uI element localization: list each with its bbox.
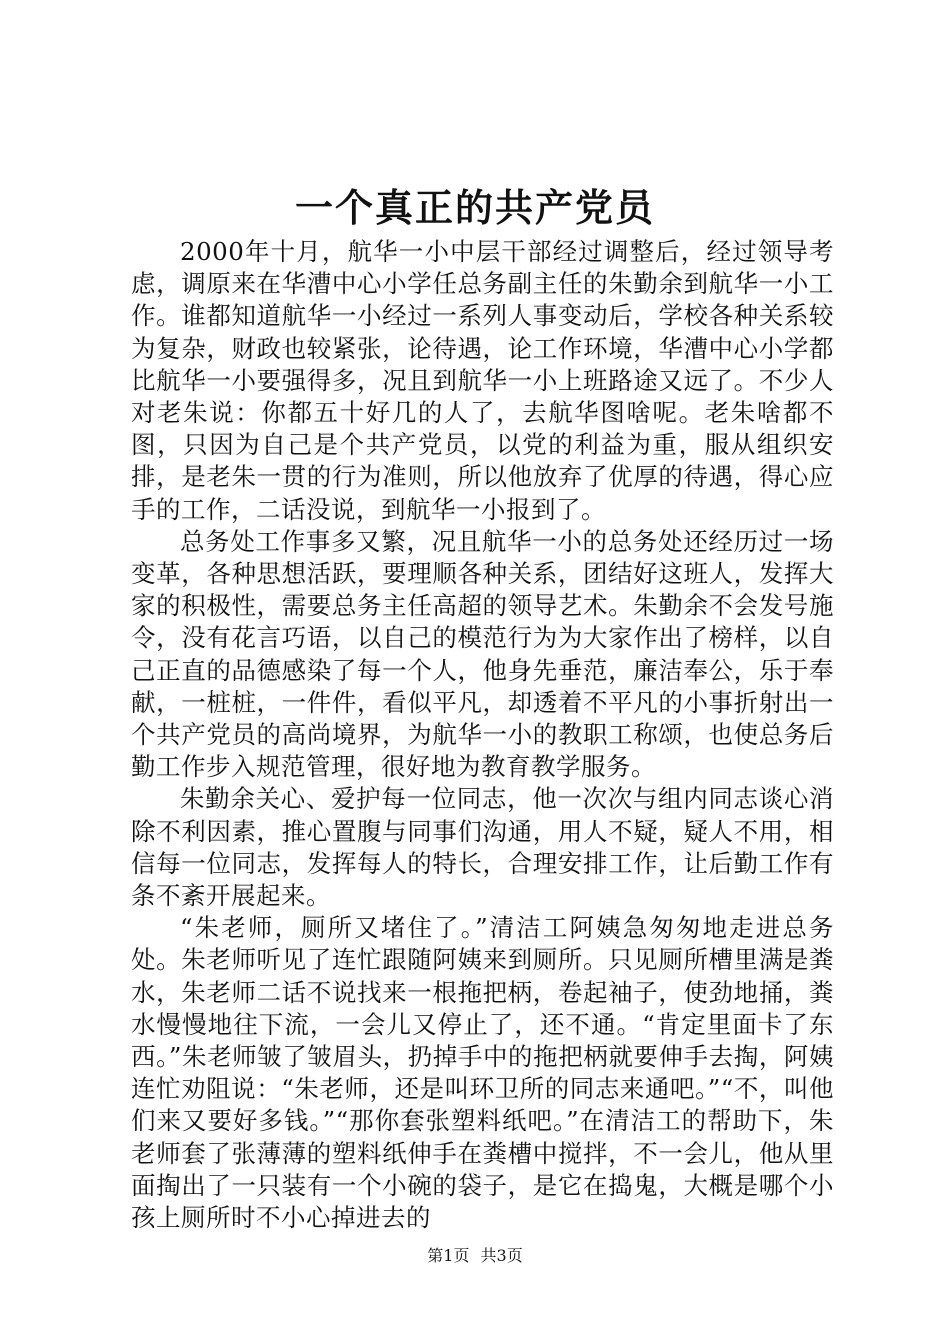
page-number-footer: 第1页 共3页 [427, 1246, 523, 1265]
paragraph-3: 朱勤余关心、爱护每一位同志，他一次次与组内同志谈心消除不利因素，推心置腹与同事们沟通，用人不疑，疑人不用，相信每一位同志，发挥每人的特长，合理安排工作，让后勤工作有条不紊开展起来。 [131, 784, 834, 911]
document-body [131, 236, 834, 1234]
paragraph-2: 总务处工作事多又繁，况且航华一小的总务处还经历过一场变革，各种思想活跃，要理顺各种关系，团结好这班人，发挥大家的积极性，需要总务主任高超的领导艺术。朱勤余不会发号施令，没有花言巧语，以自己的模范行为为大家作出了榜样，以自己正直的品德感染了每一个人，他身先垂范，廉洁奉公，乐于奉献，一桩桩，一件件，看似平凡，却透着不平凡的小事折射出一个共产党员的高尚境界，为航华一小的教职工称颂，也使总务后勤工作步入规范管理，很好地为教育教学服务。 [131, 526, 834, 782]
paragraph-4: “朱老师，厕所又堵住了。”清洁工阿姨急匆匆地走进总务处。朱老师听见了连忙跟随阿姨来到厕所。只见厕所槽里满是粪水，朱老师二话不说找来一根拖把柄，卷起袖子，使劲地捅，粪水慢慢地往下流，一会儿又停止了，还不通。“肯定里面卡了东西。”朱老师皱了皱眉头，扔掉手中的拖把柄就要伸手去掏，阿姨连忙劝阻说：“朱老师，还是叫环卫所的同志来通吧。”“不，叫他们来又要好多钱。”“那你套张塑料纸吧。”在清洁工的帮助下，朱老师套了张薄薄的塑料纸伸手在粪槽中搅拌，不一会儿，他从里面掏出了一只装有一个小碗的袋子，是它在捣鬼，大概是哪个小孩上厕所时不小心掉进去的 [131, 913, 834, 1233]
paragraph-1: 2000年十月，航华一小中层干部经过调整后，经过领导考虑，调原来在华漕中心小学任总务副主任的朱勤余到航华一小工作。谁都知道航华一小经过一系列人事变动后，学校各种关系较为复杂，财政也较紧张，论待遇，论工作环境，华漕中心小学都比航华一小要强得多，况且到航华一小上班路途又远了。不少人对老朱说：你都五十好几的人了，去航华图啥呢。老朱啥都不图，只因为自己是个共产党员，以党的利益为重，服从组织安排，是老朱一贯的行为准则，所以他放弃了优厚的待遇，得心应手的工作，二话没说，到航华一小报到了。 [131, 237, 834, 524]
document-title: 一个真正的共产党员 [294, 185, 655, 230]
